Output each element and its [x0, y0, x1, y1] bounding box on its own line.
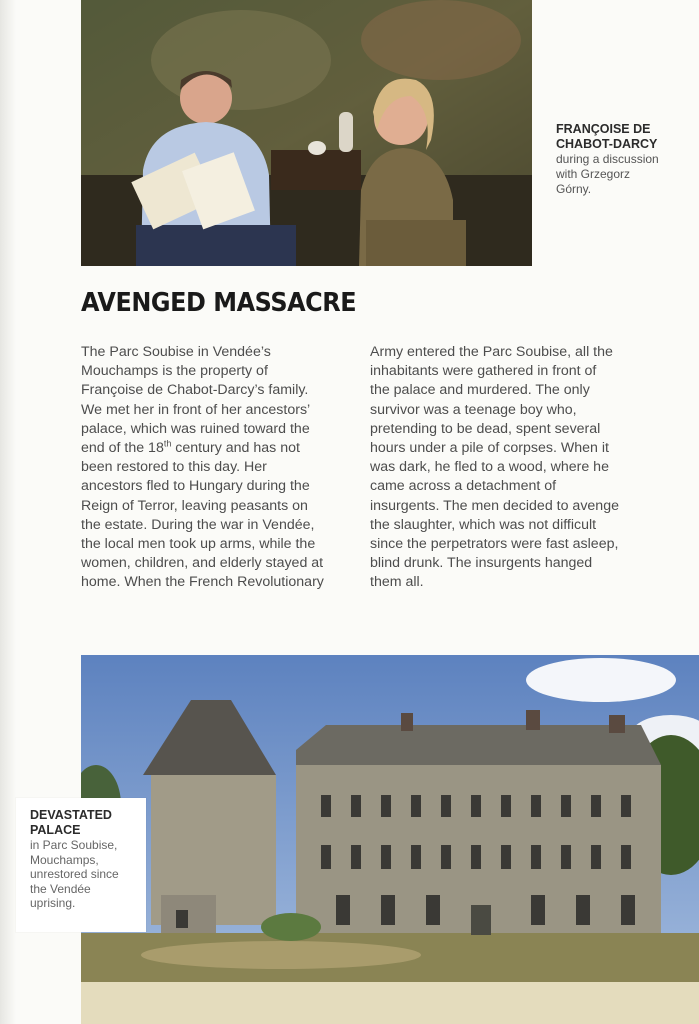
body-paragraph-2: Army entered the Parc Soubise, all the inhabitants were gathered in front of the palace and murdered. The only survivor was a teenage boy who, pretending to be dead, spent several hours under a pile of corpses. When it was dark, he fled to a wood, where he came across a detachment of insurgents. The men decided to avenge the slaughter, which was not difficult since the perpetrators were fast asleep, blind drunk. The insurgents hanged them all.	[370, 344, 619, 591]
caption-title: FRANÇOISE DE CHABOT-DARCY	[556, 122, 658, 151]
caption-inner	[30, 808, 142, 911]
article-headline: AVENGED MASSACRE	[81, 288, 357, 318]
body-paragraph-1	[81, 343, 326, 593]
interview-photo	[81, 0, 532, 266]
palace-photo-caption	[16, 798, 146, 932]
caption-title: DEVASTATED PALACE	[30, 808, 112, 837]
palace-photo	[81, 655, 699, 982]
caption-body: in Parc Soubise, Mouchamps, unrestored since the Vendée uprising.	[30, 838, 119, 910]
caption-body: during a discussion with Grzegorz Górny.	[556, 152, 659, 196]
body-text-part: The Parc Soubise in Vendée’s Mouchamps is the property of Françoise de Chabot-Darcy’s family. We met her in front of her ancestors’ palace, which was ruined toward the end of the 18	[81, 344, 310, 457]
body-column-2	[370, 343, 620, 593]
bottom-color-band	[81, 982, 699, 1024]
body-column-1	[81, 343, 326, 593]
interview-photo-caption	[556, 122, 691, 197]
body-text-part: century and has not been restored to this day. Her ancestors fled to Hungary during the Reign of Terror, leaving peasants on the estate. During the war in Vendée, the local men took up arms, while the women, children, and elderly stayed at home. When the French Revolutionary	[81, 440, 324, 591]
interview-photo-illustration	[81, 0, 532, 266]
palace-photo-illustration	[81, 655, 699, 982]
ordinal-suffix: th	[163, 438, 172, 449]
page-spine-shadow	[0, 0, 16, 1024]
